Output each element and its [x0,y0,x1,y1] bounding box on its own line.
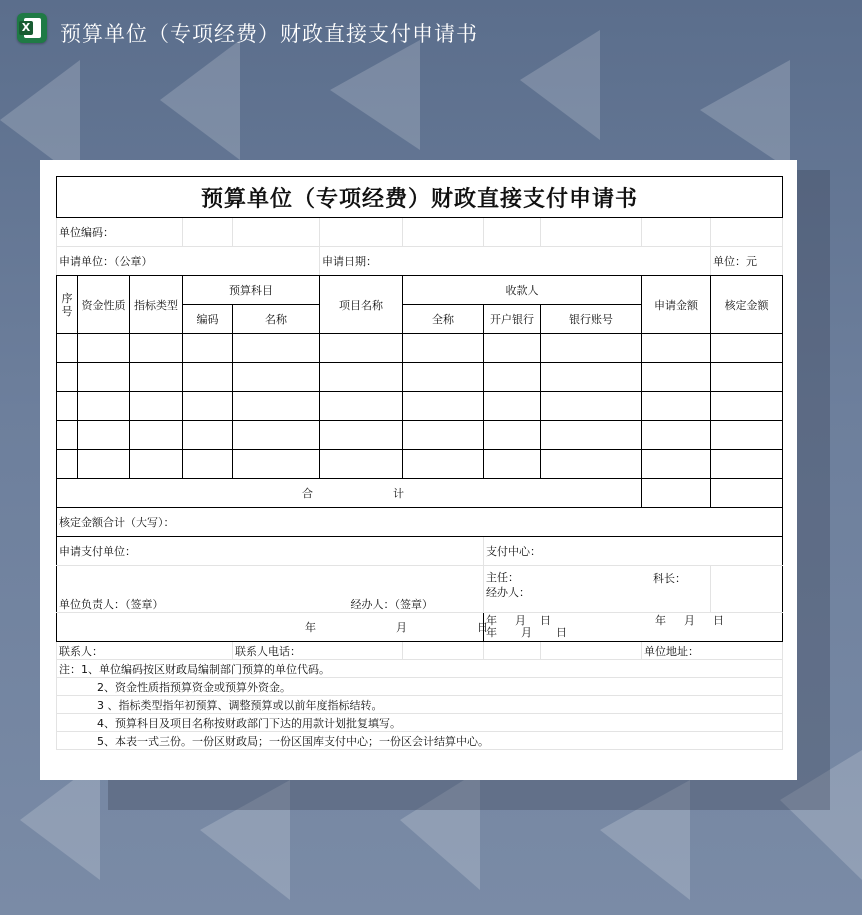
right-day-2: 日 [713,614,724,627]
header-apply-amount: 申请金额 [642,276,711,334]
form-title: 预算单位（专项经费）财政直接支付申请书 [57,177,783,218]
apply-pay-unit-label: 申请支付单位： [57,537,484,566]
contact-phone-label: 联系人电话： [233,642,403,660]
right-day-3: 日 [556,626,567,639]
total-approved-amount[interactable] [711,479,783,508]
right-month-2: 月 [684,614,695,627]
left-month: 月 [396,621,407,634]
unit-head-label: 单位负责人：（签章） [59,598,164,611]
header-account: 银行账号 [541,305,642,334]
note-3: 3 、指标类型指年初预算、调整预算或以前年度指标结转。 [57,696,783,714]
table-row [57,392,783,421]
left-year: 年 [305,621,316,634]
note-2: 2、资金性质指预算资金或预算外资金。 [57,678,783,696]
right-year-1: 年 [486,614,497,627]
approved-total-caps-label: 核定金额合计（大写）： [57,508,783,537]
total-label-ji: 计 [393,487,404,500]
total-label-he: 合 [302,487,313,500]
title-bar [0,0,862,70]
handler-left-label: 经办人：（签章） [350,598,433,611]
handler-right-label: 经办人： [486,586,530,599]
table-row [57,363,783,392]
apply-unit-label: 申请单位：（公章） [57,247,320,276]
application-form-table [56,176,783,750]
table-row [57,450,783,479]
right-month-1: 月 [515,614,526,627]
header-full-name: 全称 [403,305,484,334]
right-day-1: 日 [540,614,551,627]
pay-center-label: 支付中心： [484,537,783,566]
header-approved-amount: 核定金额 [711,276,783,334]
currency-label: 单位：元 [711,247,783,276]
contact-label: 联系人： [57,642,233,660]
header-code: 编码 [183,305,233,334]
header-name: 名称 [233,305,320,334]
total-apply-amount[interactable] [642,479,711,508]
app-title: 预算单位（专项经费）财政直接支付申请书 [60,22,478,46]
table-row [57,334,783,363]
unit-address-label: 单位地址： [642,642,783,660]
note-4: 4、预算科目及项目名称按财政部门下达的用款计划批复填写。 [57,714,783,732]
unit-code-label: 单位编码： [57,218,183,247]
header-seq: 序号 [57,276,78,334]
right-year-2: 年 [655,614,666,627]
left-day: 日 [477,621,488,634]
table-row [57,421,783,450]
header-fund-nature: 资金性质 [78,276,130,334]
header-index-type: 指标类型 [130,276,183,334]
right-year-3: 年 [486,626,497,639]
excel-icon: X [17,13,47,43]
total-row [57,479,783,508]
section-chief-label: 科长： [653,572,686,585]
note-1: 注：1、单位编码按区财政局编制部门预算的单位代码。 [57,660,783,678]
director-label: 主任： [486,571,519,584]
apply-date-label: 申请日期： [320,247,711,276]
note-5: 5、本表一式三份。一份区财政局；一份区国库支付中心；一份区会计结算中心。 [57,732,783,750]
header-payee: 收款人 [403,276,642,305]
right-month-3: 月 [521,626,532,639]
header-project-name: 项目名称 [320,276,403,334]
header-budget-subject: 预算科目 [183,276,320,305]
spreadsheet-page [40,160,797,780]
header-bank: 开户银行 [484,305,541,334]
